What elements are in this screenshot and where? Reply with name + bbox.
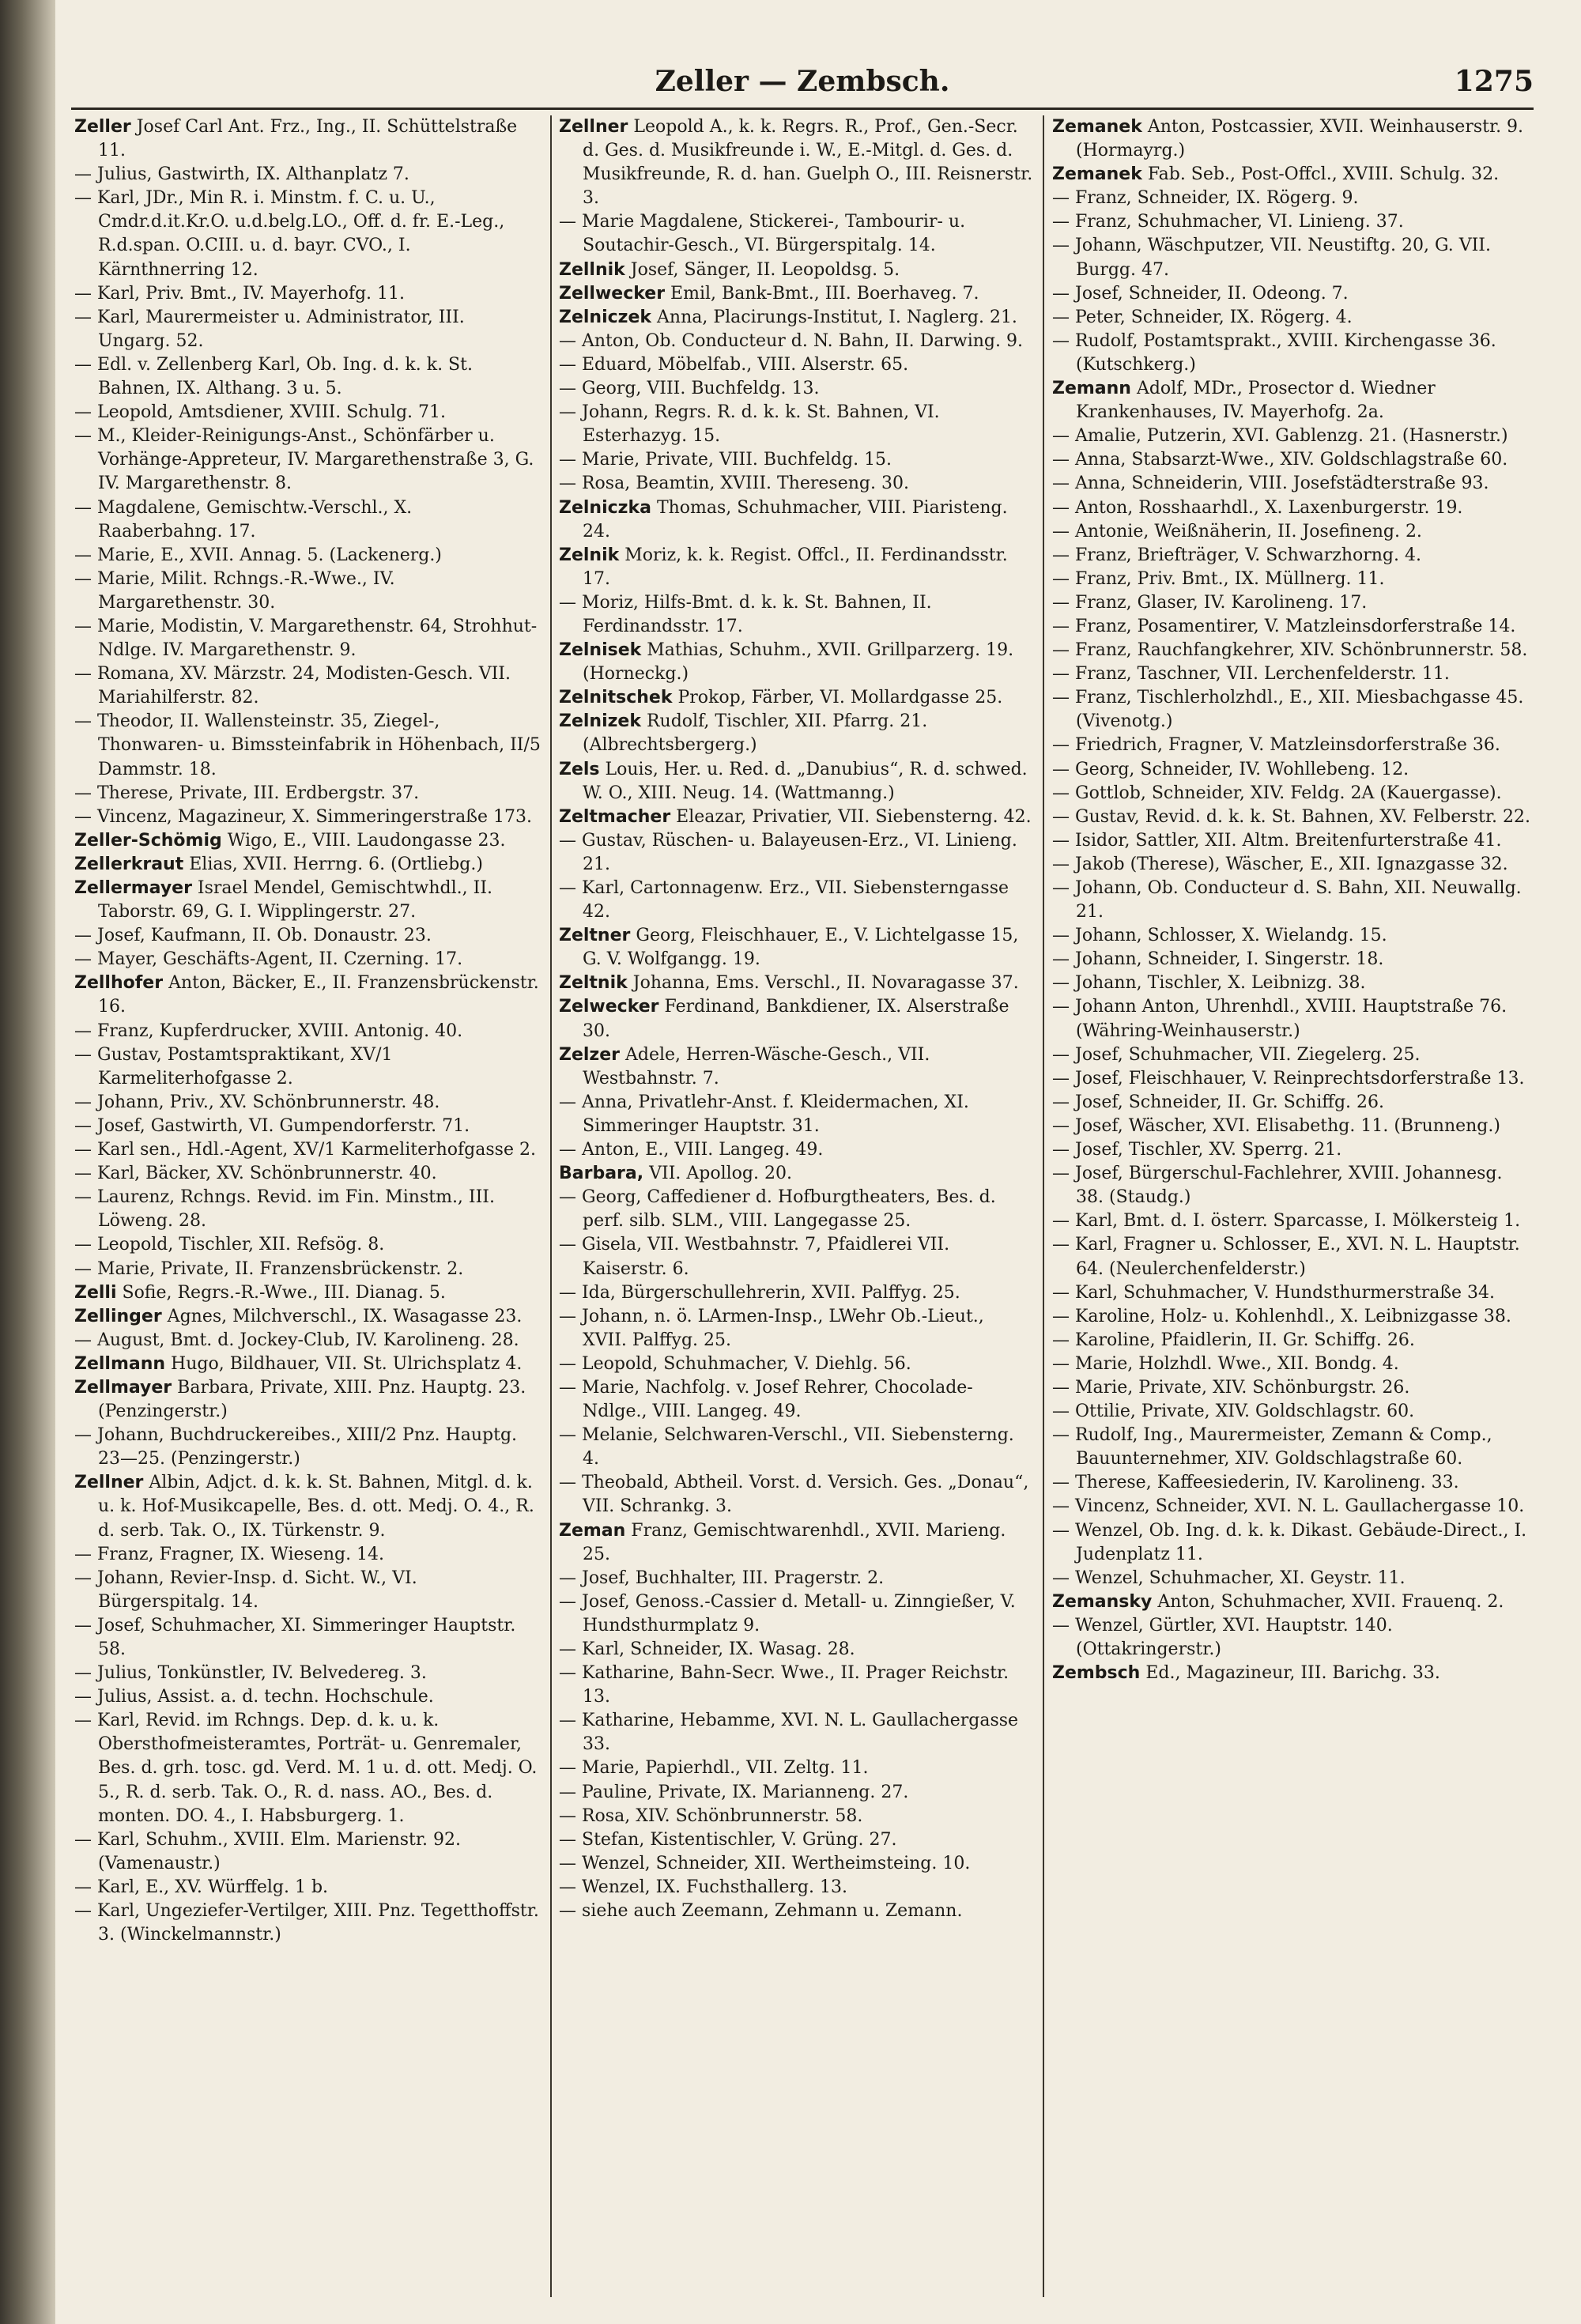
directory-entry-head: Zemann Adolf, MDr., Prosector d. Wiedner Krankenhauses, IV. Mayerhofg. 2a. [1052,379,1436,423]
directory-entry-head: Zellhofer Anton, Bäcker, E., II. Franzensbrückenstr. 16. [74,973,539,1017]
directory-entry: — Rosa, Beamtin, XVIII. Thereseng. 30. [559,473,909,494]
directory-entry: — Josef, Bürgerschul-Fachlehrer, XVIII. Johannesg. 38. (Staudg.) [1052,1164,1503,1208]
directory-entry: — Josef, Wäscher, XVI. Elisabethg. 11. (Brunneng.) [1052,1115,1500,1136]
directory-entry: — Julius, Assist. a. d. techn. Hochschule. [74,1687,434,1707]
directory-entry: — Gustav, Rüschen- u. Balayeusen-Erz., VI. Linieng. 21. [559,830,1017,874]
directory-entry: — Georg, VIII. Buchfeldg. 13. [559,379,820,399]
directory-entry: — Karl, Schneider, IX. Wasag. 28. [559,1639,855,1659]
directory-entry: — Vincenz, Magazineur, X. Simmeringerstraße 173. [74,806,532,827]
directory-entry: — Josef, Buchhalter, III. Pragerstr. 2. [559,1568,885,1588]
directory-entry: — Karl, Fragner u. Schlosser, E., XVI. N. L. Hauptstr. 64. (Neulerchenfelderstr.) [1052,1235,1520,1279]
page-binding-edge [0,0,55,2324]
page-header [71,65,1534,104]
directory-entry: — Laurenz, Rchngs. Revid. im Fin. Minstm., III. Löweng. 28. [74,1187,495,1232]
directory-entry: — Rudolf, Ing., Maurermeister, Zemann & Comp., Bauunternehmer, XIV. Goldschlagstraße 60. [1052,1425,1492,1469]
directory-entry-head: Zelnizek Rudolf, Tischler, XII. Pfarrg. 21. (Albrechtsbergerg.) [559,711,928,756]
directory-entry: — Anna, Schneiderin, VIII. Josefstädterstraße 93. [1052,473,1489,494]
directory-entry: — Karoline, Pfaidlerin, II. Gr. Schiffg. 26. [1052,1330,1415,1350]
directory-entry: — Melanie, Selchwaren-Verschl., VII. Siebensterng. 4. [559,1425,1014,1469]
directory-entry: — Georg, Caffediener d. Hofburgtheaters, Bes. d. perf. silb. SLM., VIII. Langegasse 25. [559,1187,996,1232]
directory-entry-head: Zellmayer Barbara, Private, XIII. Pnz. Hauptg. 23. (Penzingerstr.) [74,1377,526,1422]
directory-entry: — Gottlob, Schneider, XIV. Feldg. 2A (Kauergasse). [1052,783,1502,803]
directory-entry-head: Zellner Leopold A., k. k. Regrs. R., Prof., Gen.-Secr. d. Ges. d. Musikfreunde i. W., E.-Mitgl. d. Ges. d. Musikfreunde, R. d. han. Guelph O., III. Reisnerstr. 3. [559,117,1033,209]
directory-entry-head: Zemanek Anton, Postcassier, XVII. Weinhauserstr. 9. (Hormayrg.) [1052,117,1524,161]
directory-entry: — Marie, Nachfolg. v. Josef Rehrer, Chocolade-Ndlge., VIII. Langeg. 49. [559,1377,973,1422]
directory-entry: — Franz, Schneider, IX. Rögerg. 9. [1052,188,1359,209]
directory-entry: — Pauline, Private, IX. Marianneng. 27. [559,1782,909,1802]
directory-entry: — Isidor, Sattler, XII. Altm. Breitenfurterstraße 41. [1052,830,1502,851]
directory-entry: — Moriz, Hilfs-Bmt. d. k. k. St. Bahnen, II. Ferdinandsstr. 17. [559,592,932,636]
directory-entry-head: Zellnik Josef, Sänger, II. Leopoldsg. 5. [559,259,900,280]
directory-entry-head: Zembsch Ed., Magazineur, III. Barichg. 33. [1052,1663,1440,1684]
directory-entry-head: Zeltner Georg, Fleischhauer, E., V. Lichtelgasse 15, G. V. Wolfgangg. 19. [559,926,1019,970]
directory-entry: — Ida, Bürgerschullehrerin, XVII. Palffyg. 25. [559,1282,960,1303]
directory-entry: — Johann, n. ö. LArmen-Insp., LWehr Ob.-Lieut., XVII. Palffyg. 25. [559,1306,984,1350]
directory-entry-head: Zelniczka Thomas, Schuhmacher, VIII. Piaristeng. 24. [559,497,1008,541]
directory-entry-head: Zellwecker Emil, Bank-Bmt., III. Boerhaveg. 7. [559,283,979,304]
directory-entry: — Leopold, Tischler, XII. Refsög. 8. [74,1235,385,1255]
directory-entry-head: Zelniczek Anna, Placirungs-Institut, I. Naglerg. 21. [559,307,1017,327]
directory-entry: — August, Bmt. d. Jockey-Club, IV. Karolineng. 28. [74,1330,519,1350]
directory-entry: — Anna, Privatlehr-Anst. f. Kleidermachen, XI. Simmeringer Hauptstr. 31. [559,1092,969,1136]
directory-entry: — Marie, Papierhdl., VII. Zeltg. 11. [559,1758,869,1779]
directory-entry: — Johann, Regrs. R. d. k. k. St. Bahnen, VI. Esterhazyg. 15. [559,402,940,447]
directory-entry: — Johann, Revier-Insp. d. Sicht. W., VI. Bürgerspitalg. 14. [74,1568,417,1612]
directory-entry: — Josef, Genoss.-Cassier d. Metall- u. Zinngießer, V. Hundsthurmplatz 9. [559,1591,1016,1635]
directory-entry: — Franz, Posamentirer, V. Matzleinsdorferstraße 14. [1052,616,1516,636]
directory-entry-head: Zellmann Hugo, Bildhauer, VII. St. Ulrichsplatz 4. [74,1353,523,1374]
directory-entry: — Anton, E., VIII. Langeg. 49. [559,1140,824,1160]
directory-entry: — Franz, Schuhmacher, VI. Linieng. 37. [1052,212,1404,232]
directory-entry: — Julius, Tonkünstler, IV. Belvedereg. 3. [74,1663,427,1684]
directory-entry: — Johann, Schlosser, X. Wielandg. 15. [1052,926,1387,946]
directory-entry: — Wenzel, Gürtler, XVI. Hauptstr. 140. (Ottakringerstr.) [1052,1615,1393,1659]
directory-entry-head: Zeman Franz, Gemischtwarenhdl., XVII. Marieng. 25. [559,1520,1006,1564]
directory-entry-head: Zellinger Agnes, Milchverschl., IX. Wasagasse 23. [74,1306,523,1326]
directory-entry: — Edl. v. Zellenberg Karl, Ob. Ing. d. k. k. St. Bahnen, IX. Althang. 3 u. 5. [74,354,473,399]
directory-entry: — Therese, Kaffeesiederin, IV. Karolineng. 33. [1052,1473,1459,1493]
directory-entry-head: Zelnitschek Prokop, Färber, VI. Mollardgasse 25. [559,688,1003,708]
directory-entry: — Karl, JDr., Min R. i. Minstm. f. C. u. U., Cmdr.d.it.Kr.O. u.d.belg.LO., Off. d. fr. E.-Leg., R.d.span. O.CIII. u. d. bayr. CVO., I. Kärnthnerring 12. [74,188,505,280]
column-divider [1043,115,1044,2297]
directory-entry: — Magdalene, Gemischtw.-Verschl., X. Raaberbahng. 17. [74,497,413,541]
directory-entry: — Jakob (Therese), Wäscher, E., XII. Ignazgasse 32. [1052,854,1508,874]
directory-entry: — Karl, E., XV. Würffelg. 1 b. [74,1877,329,1897]
directory-entry: — Wenzel, Ob. Ing. d. k. k. Dikast. Gebäude-Direct., I. Judenplatz 11. [1052,1520,1527,1564]
directory-entry: — Karl, Cartonnagenw. Erz., VII. Siebensterngasse 42. [559,878,1009,922]
column-2 [559,115,1033,2305]
directory-entry: — Marie, Private, II. Franzensbrückenstr. 2. [74,1258,464,1279]
column-3 [1052,115,1534,2305]
directory-entry: — Josef, Kaufmann, II. Ob. Donaustr. 23. [74,926,432,946]
directory-entry: — Johann, Tischler, X. Leibnizg. 38. [1052,973,1366,994]
directory-entry: — Leopold, Schuhmacher, V. Diehlg. 56. [559,1353,911,1374]
directory-entry: — Johann Anton, Uhrenhdl., XVIII. Hauptstraße 76. (Währing-Weinhauserstr.) [1052,997,1507,1041]
directory-entry: — Karl, Priv. Bmt., IV. Mayerhofg. 11. [74,283,406,304]
directory-entry: — Wenzel, IX. Fuchsthallerg. 13. [559,1877,847,1897]
directory-entry: — Katharine, Bahn-Secr. Wwe., II. Prager Reichstr. 13. [559,1663,1009,1707]
directory-entry-head: Zemanek Fab. Seb., Post-Offcl., XVIII. Schulg. 32. [1052,164,1500,185]
directory-entry: — Marie, Private, VIII. Buchfeldg. 15. [559,450,892,470]
directory-entry: — Marie Magdalene, Stickerei-, Tambourir- u. Soutachir-Gesch., VI. Bürgerspitalg. 14. [559,212,966,256]
directory-entry: — Franz, Tischlerholzhdl., E., XII. Miesbachgasse 45. (Vivenotg.) [1052,688,1524,732]
directory-entry: — Anton, Ob. Conducteur d. N. Bahn, II. Darwing. 9. [559,330,1023,351]
directory-entry: — Josef, Schneider, II. Gr. Schiffg. 26. [1052,1092,1384,1112]
directory-entry: — Leopold, Amtsdiener, XVIII. Schulg. 71. [74,402,447,423]
directory-entry: — Mayer, Geschäfts-Agent, II. Czerning. 17. [74,949,463,970]
directory-entry: — Marie, Milit. Rchngs.-R.-Wwe., IV. Margarethenstr. 30. [74,568,395,613]
directory-entry: — Karl, Maurermeister u. Administrator, III. Ungarg. 52. [74,307,465,351]
directory-entry: — Franz, Glaser, IV. Karolineng. 17. [1052,592,1368,613]
directory-entry: — Theodor, II. Wallensteinstr. 35, Ziegel-, Thonwaren- u. Bimssteinfabrik in Höhenbach, II/5 Dammstr. 18. [74,711,541,779]
directory-entry: — Franz, Rauchfangkehrer, XIV. Schönbrunnerstr. 58. [1052,640,1528,661]
directory-entry: — Marie, Private, XIV. Schönburgstr. 26. [1052,1377,1410,1398]
directory-entry-head: Zellner Albin, Adjct. d. k. k. St. Bahnen, Mitgl. d. k. u. k. Hof-Musikcapelle, Bes. d. ott. Medj. O. 4., R. d. serb. Tak. O., IX. Türkenstr. 9. [74,1473,534,1541]
directory-entry-head: Zellerkraut Elias, XVII. Herrng. 6. (Ortliebg.) [74,854,483,874]
directory-entry-head: Zelzer Adele, Herren-Wäsche-Gesch., VII. Westbahnstr. 7. [559,1044,930,1088]
directory-entry-head: Zeltmacher Eleazar, Privatier, VII. Siebensterng. 42. [559,806,1032,827]
directory-entry: — Stefan, Kistentischler, V. Grüng. 27. [559,1829,897,1850]
directory-entry: — Franz, Fragner, IX. Wieseng. 14. [74,1544,385,1564]
directory-entry: — Therese, Private, III. Erdbergstr. 37. [74,783,420,803]
directory-entry: — Antonie, Weißnäherin, II. Josefineng. 2. [1052,521,1422,541]
directory-entry-head: Zelli Sofie, Regrs.-R.-Wwe., III. Dianag. 5. [74,1282,446,1303]
directory-entry: — Rosa, XIV. Schönbrunnerstr. 58. [559,1805,863,1826]
directory-entry: — Amalie, Putzerin, XVI. Gablenzg. 21. (Hasnerstr.) [1052,426,1508,447]
directory-entry: — Peter, Schneider, IX. Rögerg. 4. [1052,307,1353,327]
directory-entry: — Johann, Schneider, I. Singerstr. 18. [1052,949,1384,970]
directory-entry: — Julius, Gastwirth, IX. Althanplatz 7. [74,164,409,185]
directory-entry: — M., Kleider-Reinigungs-Anst., Schönfärber u. Vorhänge-Appreteur, IV. Margarethenstraße 3, G. IV. Margarethenstr. 8. [74,426,534,494]
directory-entry: — Johann, Priv., XV. Schönbrunnerstr. 48. [74,1092,440,1112]
directory-entry-head: Zelwecker Ferdinand, Bankdiener, IX. Alserstraße 30. [559,997,1009,1041]
directory-entry: — Josef, Gastwirth, VI. Gumpendorferstr. 71. [74,1115,470,1136]
directory-entry: — Marie, E., XVII. Annag. 5. (Lackenerg.) [74,545,442,565]
directory-entry: — Franz, Kupferdrucker, XVIII. Antonig. 40. [74,1021,463,1041]
directory-entry: — Theobald, Abtheil. Vorst. d. Versich. Ges. „Donau“, VII. Schrankg. 3. [559,1473,1029,1517]
directory-entry: — Johann, Wäschputzer, VII. Neustiftg. 20, G. VII. Burgg. 47. [1052,236,1491,280]
directory-entry: — Anna, Stabsarzt-Wwe., XIV. Goldschlagstraße 60. [1052,450,1508,470]
directory-entry: — siehe auch Zeemann, Zehmann u. Zemann. [559,1901,963,1922]
directory-entry: — Rudolf, Postamtsprakt., XVIII. Kirchengasse 36. (Kutschkerg.) [1052,330,1496,375]
directory-entry: — Johann, Buchdruckereibes., XIII/2 Pnz. Hauptg. 23—25. (Penzingerstr.) [74,1425,518,1469]
directory-entry: — Karl, Schuhmacher, V. Hundsthurmerstraße 34. [1052,1282,1496,1303]
directory-entry: — Marie, Modistin, V. Margarethenstr. 64, Strohhut-Ndlge. IV. Margarethenstr. 9. [74,616,538,661]
directory-entry-head: Zeller-Schömig Wigo, E., VIII. Laudongasse 23. [74,830,506,851]
directory-entry: — Karl, Ungeziefer-Vertilger, XIII. Pnz. Tegetthoffstr. 3. (Winckelmannstr.) [74,1901,539,1945]
directory-entry: — Eduard, Möbelfab., VIII. Alserstr. 65. [559,354,909,375]
directory-entry: — Karl, Bmt. d. I. österr. Sparcasse, I. Mölkersteig 1. [1052,1211,1521,1232]
directory-entry: — Anton, Rosshaarhdl., X. Laxenburgerstr. 19. [1052,497,1463,518]
directory-entry: — Johann, Ob. Conducteur d. S. Bahn, XII. Neuwallg. 21. [1052,878,1522,922]
directory-entry-head: Barbara, VII. Apollog. 20. [559,1164,792,1184]
directory-entry-head: Zelnisek Mathias, Schuhm., XVII. Grillparzerg. 19. (Horneckg.) [559,640,1014,685]
directory-entry: — Ottilie, Private, XIV. Goldschlagstr. 60. [1052,1402,1415,1422]
directory-entry: — Franz, Briefträger, V. Schwarzhorng. 4. [1052,545,1421,565]
directory-entry: — Franz, Priv. Bmt., IX. Müllnerg. 11. [1052,568,1385,589]
directory-entry: — Josef, Fleischhauer, V. Reinprechtsdorferstraße 13. [1052,1068,1525,1088]
directory-entry: — Karl, Schuhm., XVIII. Elm. Marienstr. 92. (Vamenaustr.) [74,1829,461,1873]
directory-entry-head: Zemansky Anton, Schuhmacher, XVII. Frauenq. 2. [1052,1591,1504,1612]
directory-entry: — Franz, Taschner, VII. Lerchenfelderstr. 11. [1052,664,1450,685]
directory-entry: — Katharine, Hebamme, XVI. N. L. Gaullachergasse 33. [559,1711,1019,1755]
directory-entry: — Friedrich, Fragner, V. Matzleinsdorferstraße 36. [1052,735,1500,756]
directory-entry: — Josef, Schuhmacher, XI. Simmeringer Hauptstr. 58. [74,1615,516,1659]
directory-entry: — Karoline, Holz- u. Kohlenhdl., X. Leibnizgasse 38. [1052,1306,1511,1326]
directory-entry: — Gustav, Revid. d. k. k. St. Bahnen, XV. Felberstr. 22. [1052,806,1530,827]
page-number: 1275 [1454,65,1534,98]
directory-entry: — Wenzel, Schneider, XII. Wertheimsteing. 10. [559,1853,971,1873]
directory-entry-head: Zeller Josef Carl Ant. Frz., Ing., II. Schüttelstraße 11. [74,117,518,161]
directory-entry: — Josef, Tischler, XV. Sperrg. 21. [1052,1140,1342,1160]
directory-entry: — Romana, XV. Märzstr. 24, Modisten-Gesch. VII. Mariahilferstr. 82. [74,664,511,708]
directory-entry: — Karl, Bäcker, XV. Schönbrunnerstr. 40. [74,1164,437,1184]
directory-entry: — Gustav, Postamtspraktikant, XV/1 Karmeliterhofgasse 2. [74,1044,393,1088]
directory-entry-head: Zeltnik Johanna, Ems. Verschl., II. Novaragasse 37. [559,973,1019,994]
column-1 [74,115,541,2305]
header-rule [71,108,1534,110]
column-divider [550,115,552,2297]
directory-entry: — Josef, Schneider, II. Odeong. 7. [1052,283,1349,304]
directory-entry: — Vincenz, Schneider, XVI. N. L. Gaullachergasse 10. [1052,1496,1525,1517]
directory-entry: — Karl, Revid. im Rchngs. Dep. d. k. u. k. Obersthofmeisteramtes, Porträt- u. Genremaler, Bes. d. grh. tosc. gd. Verd. M. 1 u. d. ott. Medj. O. 5., R. d. serb. Tak. O., R. d. nass. AO., Bes. d. monten. DO. 4., I. Habsburgerg. 1. [74,1711,538,1826]
directory-entry-head: Zellermayer Israel Mendel, Gemischtwhdl., II. Taborstr. 69, G. I. Wipplingerstr. 27. [74,878,493,922]
directory-entry: — Josef, Schuhmacher, VII. Ziegelerg. 25. [1052,1044,1421,1065]
directory-entry: — Gisela, VII. Westbahnstr. 7, Pfaidlerei VII. Kaiserstr. 6. [559,1235,950,1279]
directory-entry-head: Zels Louis, Her. u. Red. d. „Danubius“, R. d. schwed. W. O., XIII. Neug. 14. (Wattmanng.) [559,759,1028,803]
directory-entry: — Georg, Schneider, IV. Wohllebeng. 12. [1052,759,1409,779]
directory-entry: — Marie, Holzhdl. Wwe., XII. Bondg. 4. [1052,1353,1399,1374]
directory-entry: — Wenzel, Schuhmacher, XI. Geystr. 11. [1052,1568,1406,1588]
running-title: Zeller — Zembsch. [655,65,950,98]
directory-entry: — Karl sen., Hdl.-Agent, XV/1 Karmeliterhofgasse 2. [74,1140,536,1160]
directory-entry-head: Zelnik Moriz, k. k. Regist. Offcl., II. Ferdinandsstr. 17. [559,545,1008,589]
